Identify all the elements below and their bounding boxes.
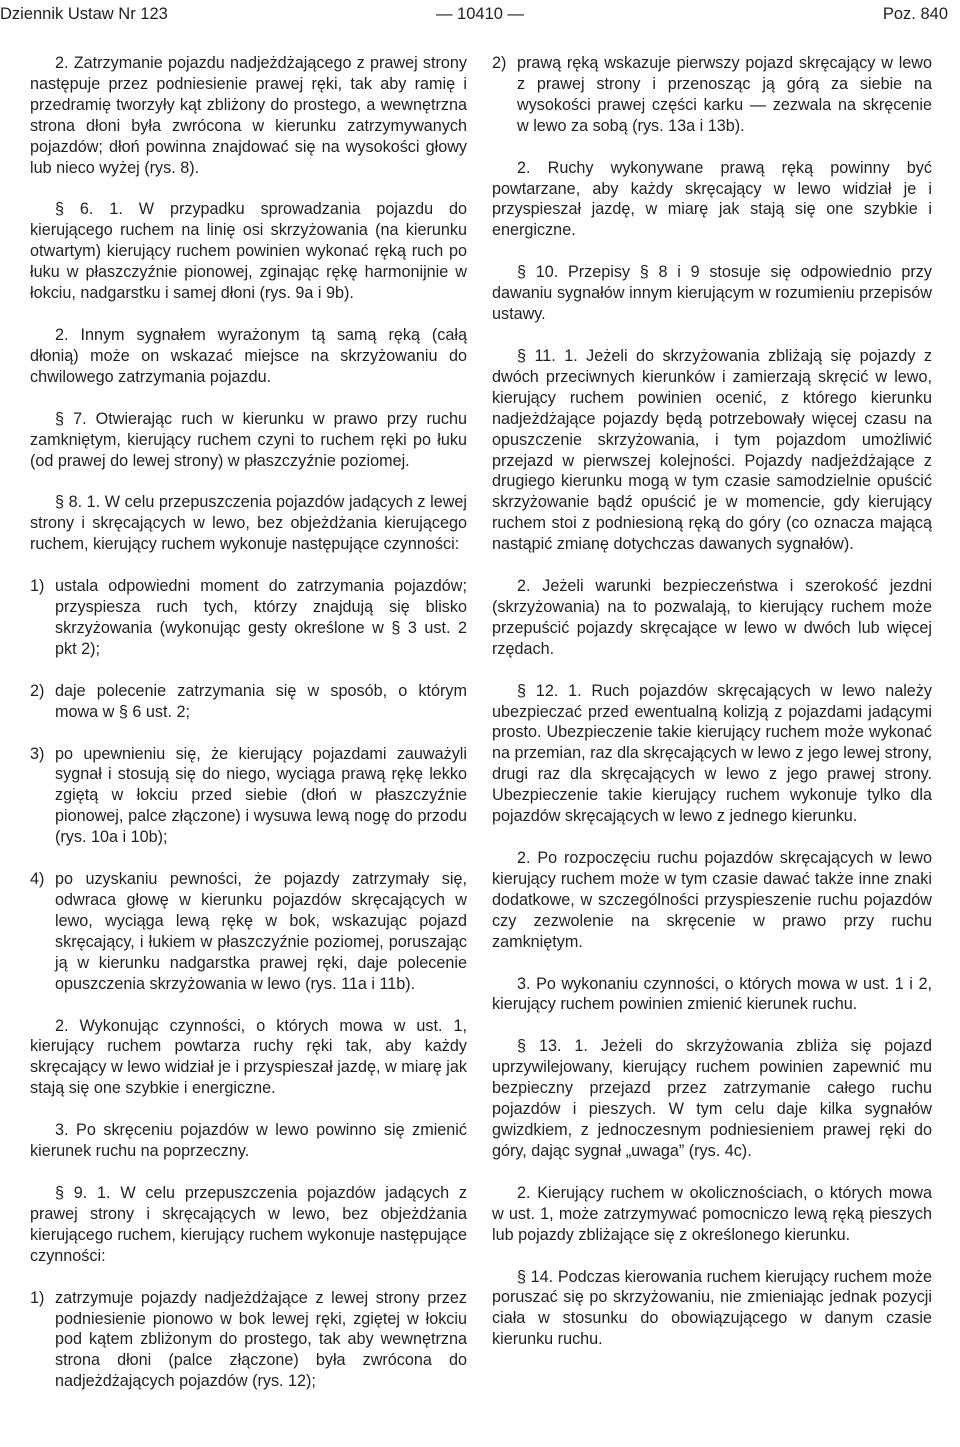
paragraph: 2. Po rozpoczęciu ruchu pojazdów skręcających w lewo kierujący ruchem może w tym czasie dawać także inne znaki dodatkowe, w szczególności przyspieszenie ruchu pojazdów czy zezwolenie na skręcenie w prawo przy ruchu zamkniętym. — [492, 849, 932, 951]
left-column — [30, 53, 467, 1413]
paragraph: 2. Ruchy wykonywane prawą ręką powinny być powtarzane, aby każdy skręcający w lewo widział je i przyspieszał jazdę, w miarę jak stają się one szybkie i energiczne. — [492, 158, 932, 240]
position-number: Poz. 840 — [882, 5, 948, 23]
paragraph: § 14. Podczas kierowania ruchem kierujący ruchem może poruszać się po skrzyżowaniu, nie zmieniając jednak pozycji ciała w stosunku do obowiązującego w danym czasie kierunku ruchu. — [492, 1267, 932, 1349]
paragraph: 2. Innym sygnałem wyrażonym tą samą ręką (całą dłonią) może on wskazać miejsce na skrzyżowaniu do chwilowego zatrzymania pojazdu. — [30, 325, 467, 386]
list-item-text: ustala odpowiedni moment do zatrzymania pojazdów; przyspiesza ruch tych, którzy znajdują się blisko skrzyżowania (wykonując gesty określone w § 3 ust. 2 pkt 2); — [55, 577, 467, 658]
paragraph: 2. Kierujący ruchem w okolicznościach, o których mowa w ust. 1, może zatrzymywać pomocniczo lewą ręką pieszych lub pojazdy zbliżające się z określonego kierunku. — [492, 1183, 932, 1244]
list-item — [30, 576, 467, 660]
paragraph: § 11. 1. Jeżeli do skrzyżowania zbliżają się pojazdy z dwóch przeciwnych kierunków i zamierzają skręcić w lewo, kierujący ruchem powinien ocenić, z którego kierunku nadjeżdżające pojazdy będą potrzebowały więcej czasu na opuszczenie skrzyżowania, i tym pojazdom umożliwić przejazd w pierwszej kolejności. Pojazdy nadjeżdżające z drugiego kierunku mogą w tym czasie samodzielnie opuścić skrzyżowanie bądź opuścić je w momencie, gdy kierujący ruchem stoi z podniesioną ręką do góry (co oznacza mającą nastąpić zmianę dotychczas dawanych sygnałów). — [492, 346, 932, 554]
list-item-number: 2) — [492, 54, 507, 72]
list-item — [30, 681, 467, 723]
list-item-number: 3) — [30, 744, 45, 763]
list-item — [492, 53, 932, 137]
journal-title: Dziennik Ustaw Nr 123 — [0, 5, 168, 23]
list-item-text: po uzyskaniu pewności, że pojazdy zatrzymały się, odwraca głowę w kierunku pojazdów skręcających w lewo, wyciąga lewą rękę w bok, wskazując pojazd skręcający, i łukiem w płaszczyźnie poziomej, poruszając ją w kierunku nadgarstka prawej ręki, daje polecenie opuszczenia skrzyżowania w lewo (rys. 11a i 11b). — [55, 870, 467, 993]
list-item-text: prawą ręką wskazuje pierwszy pojazd skręcający w lewo z prawej strony i przenosząc ją górą za siebie na wysokości prawej części karku — zezwala na skręcenie w lewo za sobą (rys. 13a i 13b). — [517, 54, 932, 135]
paragraph: 3. Po skręceniu pojazdów w lewo powinno się zmienić kierunek ruchu na poprzeczny. — [30, 1121, 467, 1161]
paragraph: 2. Wykonując czynności, o których mowa w ust. 1, kierujący ruchem powtarza ruchy ręki tak, aby każdy skręcający w lewo widział je i przyspieszał jazdę, w miarę jak stają się one szybkie i energiczne. — [30, 1016, 467, 1098]
list-item-number: 4) — [30, 870, 45, 889]
paragraph: 3. Po wykonaniu czynności, o których mowa w ust. 1 i 2, kierujący ruchem powinien zmienić kierunek ruchu. — [492, 974, 932, 1014]
page-number: — 10410 — — [435, 5, 525, 23]
paragraph: 2. Jeżeli warunki bezpieczeństwa i szerokość jezdni (skrzyżowania) na to pozwalają, to kierujący ruchem może przepuścić pojazdy skręcające w lewo w dwóch lub więcej rzędach. — [492, 577, 932, 658]
paragraph: § 7. Otwierając ruch w kierunku w prawo przy ruchu zamkniętym, kierujący ruchem czyni to ruchem ręki po łuku (od prawej do lewej strony) w płaszczyźnie poziomej. — [30, 409, 467, 470]
list-item — [30, 869, 467, 994]
list-item-number: 1) — [30, 577, 45, 596]
paragraph: § 6. 1. W przypadku sprowadzania pojazdu do kierującego ruchem na linię osi skrzyżowania (na kierunku otwartym) kierujący ruchem powinien wykonać ręką ruch po łuku w płaszczyźnie pionowej, zginając rękę harmonijnie w łokciu, nadgarstku i samej dłoni (rys. 9a i 9b). — [30, 200, 467, 303]
list-item-text: zatrzymuje pojazdy nadjeżdżające z lewej strony przez podniesienie pionowo w bok lewej ręki, zgiętej w łokciu pod kątem zbliżonym do prostego, tak aby wewnętrzna strona dłoni (palce złączone) była zwrócona do nadjeżdżających pojazdów (rys. 12); — [55, 1288, 467, 1391]
list-item-number: 1) — [30, 1288, 45, 1307]
list-item-number: 2) — [30, 681, 45, 700]
page-header — [0, 2, 960, 26]
paragraph: § 8. 1. W celu przepuszczenia pojazdów jadących z lewej strony i skręcających w lewo, bez objeżdżania kierującego ruchem, kierujący ruchem wykonuje następujące czynności: — [30, 493, 467, 554]
right-column — [492, 53, 932, 1371]
paragraph: 2. Zatrzymanie pojazdu nadjeżdżającego z prawej strony następuje przez podniesienie prawej ręki, tak aby ramię i przedramię tworzyły kąt zbliżony do prostego, a wewnętrzna strona dłoni była zwrócona w kierunku zatrzymywanych pojazdów; dłoń powinna znajdować się na wysokości głowy lub nieco wyżej (rys. 8). — [30, 54, 467, 177]
paragraph: § 10. Przepisy § 8 i 9 stosuje się odpowiednio przy dawaniu sygnałów innym kierującym w rozumieniu przepisów ustawy. — [492, 263, 932, 324]
list-item — [30, 744, 467, 849]
list-item-text: daje polecenie zatrzymania się w sposób, o którym mowa w § 6 ust. 2; — [55, 681, 467, 721]
paragraph: § 9. 1. W celu przepuszczenia pojazdów jadących z prawej strony i skręcających w lewo, bez objeżdżania kierującego ruchem, kierujący ruchem wykonuje następujące czynności: — [30, 1183, 467, 1265]
list-item — [30, 1288, 467, 1393]
paragraph: § 13. 1. Jeżeli do skrzyżowania zbliża się pojazd uprzywilejowany, kierujący ruchem powinien zapewnić mu bezpieczny przejazd przez zatrzymanie całego ruchu pojazdów i pieszych. W tym celu daje kilka sygnałów gwizdkiem, z jednoczesnym podniesieniem prawej ręki do góry, dając sygnał „uwaga” (rys. 4c). — [492, 1037, 932, 1160]
paragraph: § 12. 1. Ruch pojazdów skręcających w lewo należy ubezpieczać przed ewentualną kolizją z pojazdami jadącymi prosto. Ubezpieczenie takie kierujący ruchem może wykonać na przemian, raz dla skręcających w lewo z jego lewej strony, drugi raz dla skręcających w lewo z jego prawej strony. Ubezpieczenie takie kierujący ruchem wykonuje tylko dla pojazdów skręcających w lewo z jednego kierunku. — [492, 681, 932, 826]
list-item-text: po upewnieniu się, że kierujący pojazdami zauważyli sygnał i stosują się do niego, wyciąga prawą rękę lekko zgiętą w łokciu przed siebie (dłoń w płaszczyźnie pionowej, palce złączone) i wysuwa lewą nogę do przodu (rys. 10a i 10b); — [55, 744, 467, 847]
